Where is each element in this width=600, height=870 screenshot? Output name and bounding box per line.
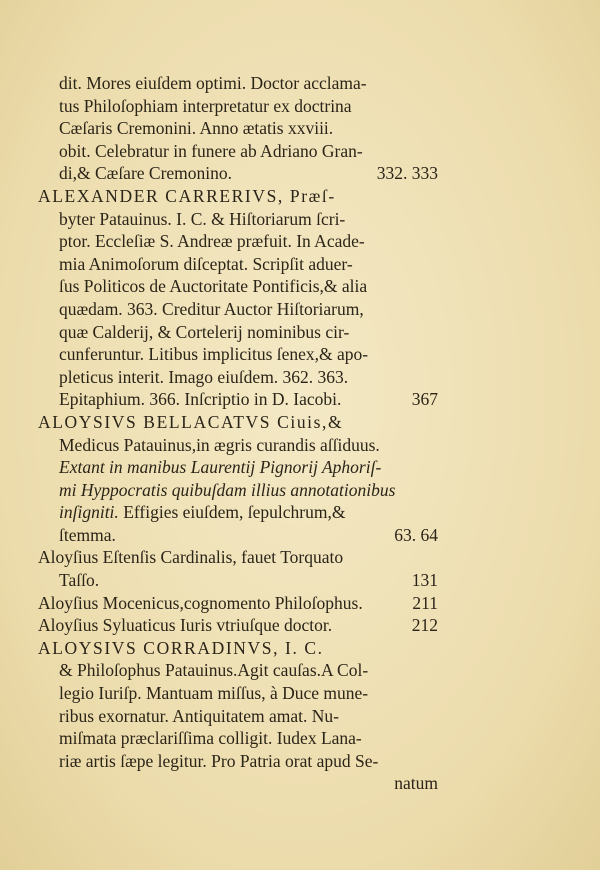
text-line [38, 659, 438, 682]
text-line [38, 524, 438, 547]
page-reference: 63. 64 [394, 524, 438, 545]
text-line [38, 117, 438, 140]
text-line [38, 275, 438, 298]
line-text: pleticus interit. Imago eiuſdem. 362. 363. [59, 366, 349, 387]
text-line [38, 162, 438, 185]
line-text: Epitaphium. 366. Inſcriptio in D. Iacobi. [59, 389, 342, 410]
text-line [38, 727, 438, 750]
entry-heading-line [38, 637, 438, 660]
line-text: ALOYSIVS BELLACATVS Ciuis,& [38, 411, 344, 432]
line-text: dit. Mores eiuſdem optimi. Doctor acclama- [59, 73, 367, 93]
entry-heading-line [38, 411, 438, 434]
text-line [38, 434, 438, 457]
text-line [38, 298, 438, 321]
line-text: riæ artis ſæpe legitur. Pro Patria orat apud Se- [59, 750, 379, 771]
line-text: quæ Calderij, & Cortelerij nominibus cir- [59, 321, 350, 342]
line-text: miſmata præclariſſima colligit. Iudex Lana- [59, 728, 362, 749]
text-line [38, 140, 438, 163]
line-text: Medicus Patauinus,in ægris curandis aſſiduus. [59, 434, 380, 455]
text-line [38, 343, 438, 366]
page-reference: 332. 333 [376, 163, 438, 184]
page-reference: 211 [412, 592, 438, 613]
page-reference: 131 [411, 570, 438, 591]
text-line [38, 366, 438, 389]
line-text: obit. Celebratur in funere ab Adriano Gran- [59, 140, 363, 161]
text-line [38, 72, 438, 95]
line-text: Aloyſius Eſtenſis Cardinalis, fauet Torquato [38, 547, 344, 568]
text-line [38, 208, 438, 231]
line-text-italic: inſigniti. [59, 502, 119, 523]
line-text: mia Animoſorum diſceptat. Scripſit aduer- [59, 253, 353, 274]
text-line [38, 750, 438, 773]
line-text: Effigies eiuſdem, ſepulchrum,& [118, 502, 346, 523]
line-text: ALOYSIVS CORRADINVS, I. C. [38, 637, 324, 658]
text-line [38, 569, 438, 592]
line-text: legio Iuriſp. Mantuam miſſus, à Duce mune- [59, 683, 369, 704]
line-text: ribus exornatur. Antiquitatem amat. Nu- [59, 705, 339, 726]
entry-heading-line [38, 546, 438, 569]
line-text: Aloyſius Syluaticus Iuris vtriuſque doctor. [38, 615, 333, 636]
page-reference: 367 [411, 389, 438, 410]
line-text: Cæſaris Cremonini. Anno ætatis xxviii. [59, 118, 334, 139]
line-text: ALEXANDER CARRERIVS, Præſ- [38, 185, 336, 206]
text-line [38, 321, 438, 344]
line-text: & Philoſophus Patauinus.Agit cauſas.A Col- [59, 660, 369, 681]
line-text: ptor. Eccleſiæ S. Andreæ præfuit. In Acade- [59, 231, 365, 252]
line-text: di,& Cæſare Cremonino. [59, 163, 233, 184]
line-text: Aloyſius Mocenicus,cognomento Philoſophus. [38, 592, 363, 613]
line-text: cunferuntur. Litibus implicitus ſenex,& apo- [59, 344, 369, 365]
line-text: ſus Politicos de Auctoritate Pontificis,& alia [59, 276, 368, 297]
line-text: ſtemma. [59, 524, 116, 545]
line-text: mi Hyppocratis quibuſdam illius annotationibus [59, 479, 396, 500]
text-line [38, 230, 438, 253]
entry-heading-line [38, 592, 438, 615]
entry-heading-line [38, 185, 438, 208]
text-line [38, 253, 438, 276]
text-line [38, 705, 438, 728]
line-text: byter Patauinus. I. C. & Hiſtoriarum ſcri- [59, 208, 346, 229]
page-reference: 212 [411, 615, 438, 636]
line-text: Taſſo. [59, 570, 100, 591]
text-line [38, 682, 438, 705]
line-text: natum [394, 773, 438, 794]
text-line [38, 501, 438, 524]
italic-text-line [38, 479, 438, 502]
line-text: Extant in manibus Laurentij Pignorij Aphoriſ- [59, 457, 382, 478]
catchword [38, 772, 438, 795]
italic-text-line [38, 456, 438, 479]
entry-heading-line [38, 614, 438, 637]
text-line [38, 95, 438, 118]
index-text-block [38, 72, 438, 795]
line-text: tus Philoſophiam interpretatur ex doctrina [59, 95, 352, 116]
line-text: quædam. 363. Creditur Auctor Hiſtoriarum, [59, 298, 364, 319]
text-line [38, 388, 438, 411]
